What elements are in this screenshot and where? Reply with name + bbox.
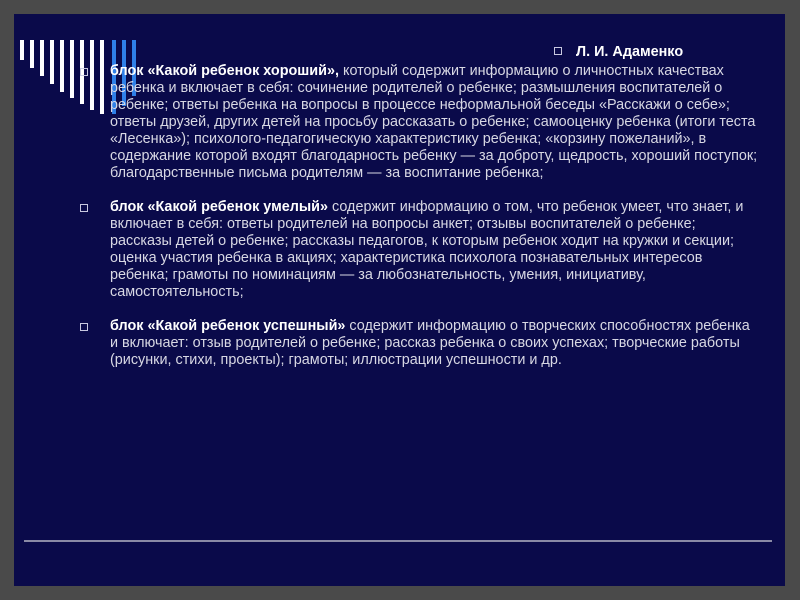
hollow-square-icon	[80, 68, 88, 76]
bar	[50, 40, 54, 84]
author-line	[576, 44, 760, 61]
item-lead: блок «Какой ребенок успешный»	[110, 318, 346, 334]
bar	[70, 40, 74, 98]
slide	[14, 14, 785, 586]
hollow-square-icon	[80, 323, 88, 331]
bottom-divider	[24, 540, 772, 542]
list-item	[80, 199, 760, 301]
item-text: который содержит информацию о личностных качествах ребенка и включает в себя: сочинение родителей о ребенке; размышления воспитателей о ребенке; ответы ребенка на вопросы в процессе неформальной беседы «Расскажи о себе»; ответы друзей, других детей на просьбу рассказать о ребенке; самооценку ребенка (итоги теста «Лесенка»); психолого-педагогическую характеристику ребенка; «корзину пожеланий», в содержание которой входят благодарность ребенку — за доброту, щедрость, хороший поступок; благодарственные письма родителям — за воспитание ребенка;	[110, 63, 758, 181]
bar	[60, 40, 64, 92]
bar	[30, 40, 34, 68]
bar	[40, 40, 44, 76]
hollow-square-icon	[554, 47, 562, 55]
hollow-square-icon	[80, 204, 88, 212]
slide-content	[80, 44, 760, 386]
list-item	[80, 318, 760, 369]
item-text: содержит информацию о творческих способностях ребенка и включает: отзыв родителей о ребенке; рассказ ребенка о своих успехах; творческие работы (рисунки, стихи, проекты); грамоты; иллюстрации успешности и др.	[110, 318, 750, 368]
item-lead: блок «Какой ребенок хороший»,	[110, 63, 339, 79]
item-lead: блок «Какой ребенок умелый»	[110, 199, 329, 215]
bar	[20, 40, 24, 60]
author-name: Л. И. Адаменко	[576, 44, 684, 60]
list-item	[80, 63, 760, 182]
item-text: содержит информацию о том, что ребенок умеет, что знает, и включает в себя: ответы родителей на вопросы анкет; отзывы воспитателей о ребенке; рассказы детей о ребенке; рассказы педагогов, к которым ребенок ходит на кружки и секции; оценка участия ребенка в акциях; характеристика психолога познавательных интересов ребенка; грамоты по номинациям — за любознательность, умения, инициативу, самостоятельность;	[110, 199, 744, 300]
